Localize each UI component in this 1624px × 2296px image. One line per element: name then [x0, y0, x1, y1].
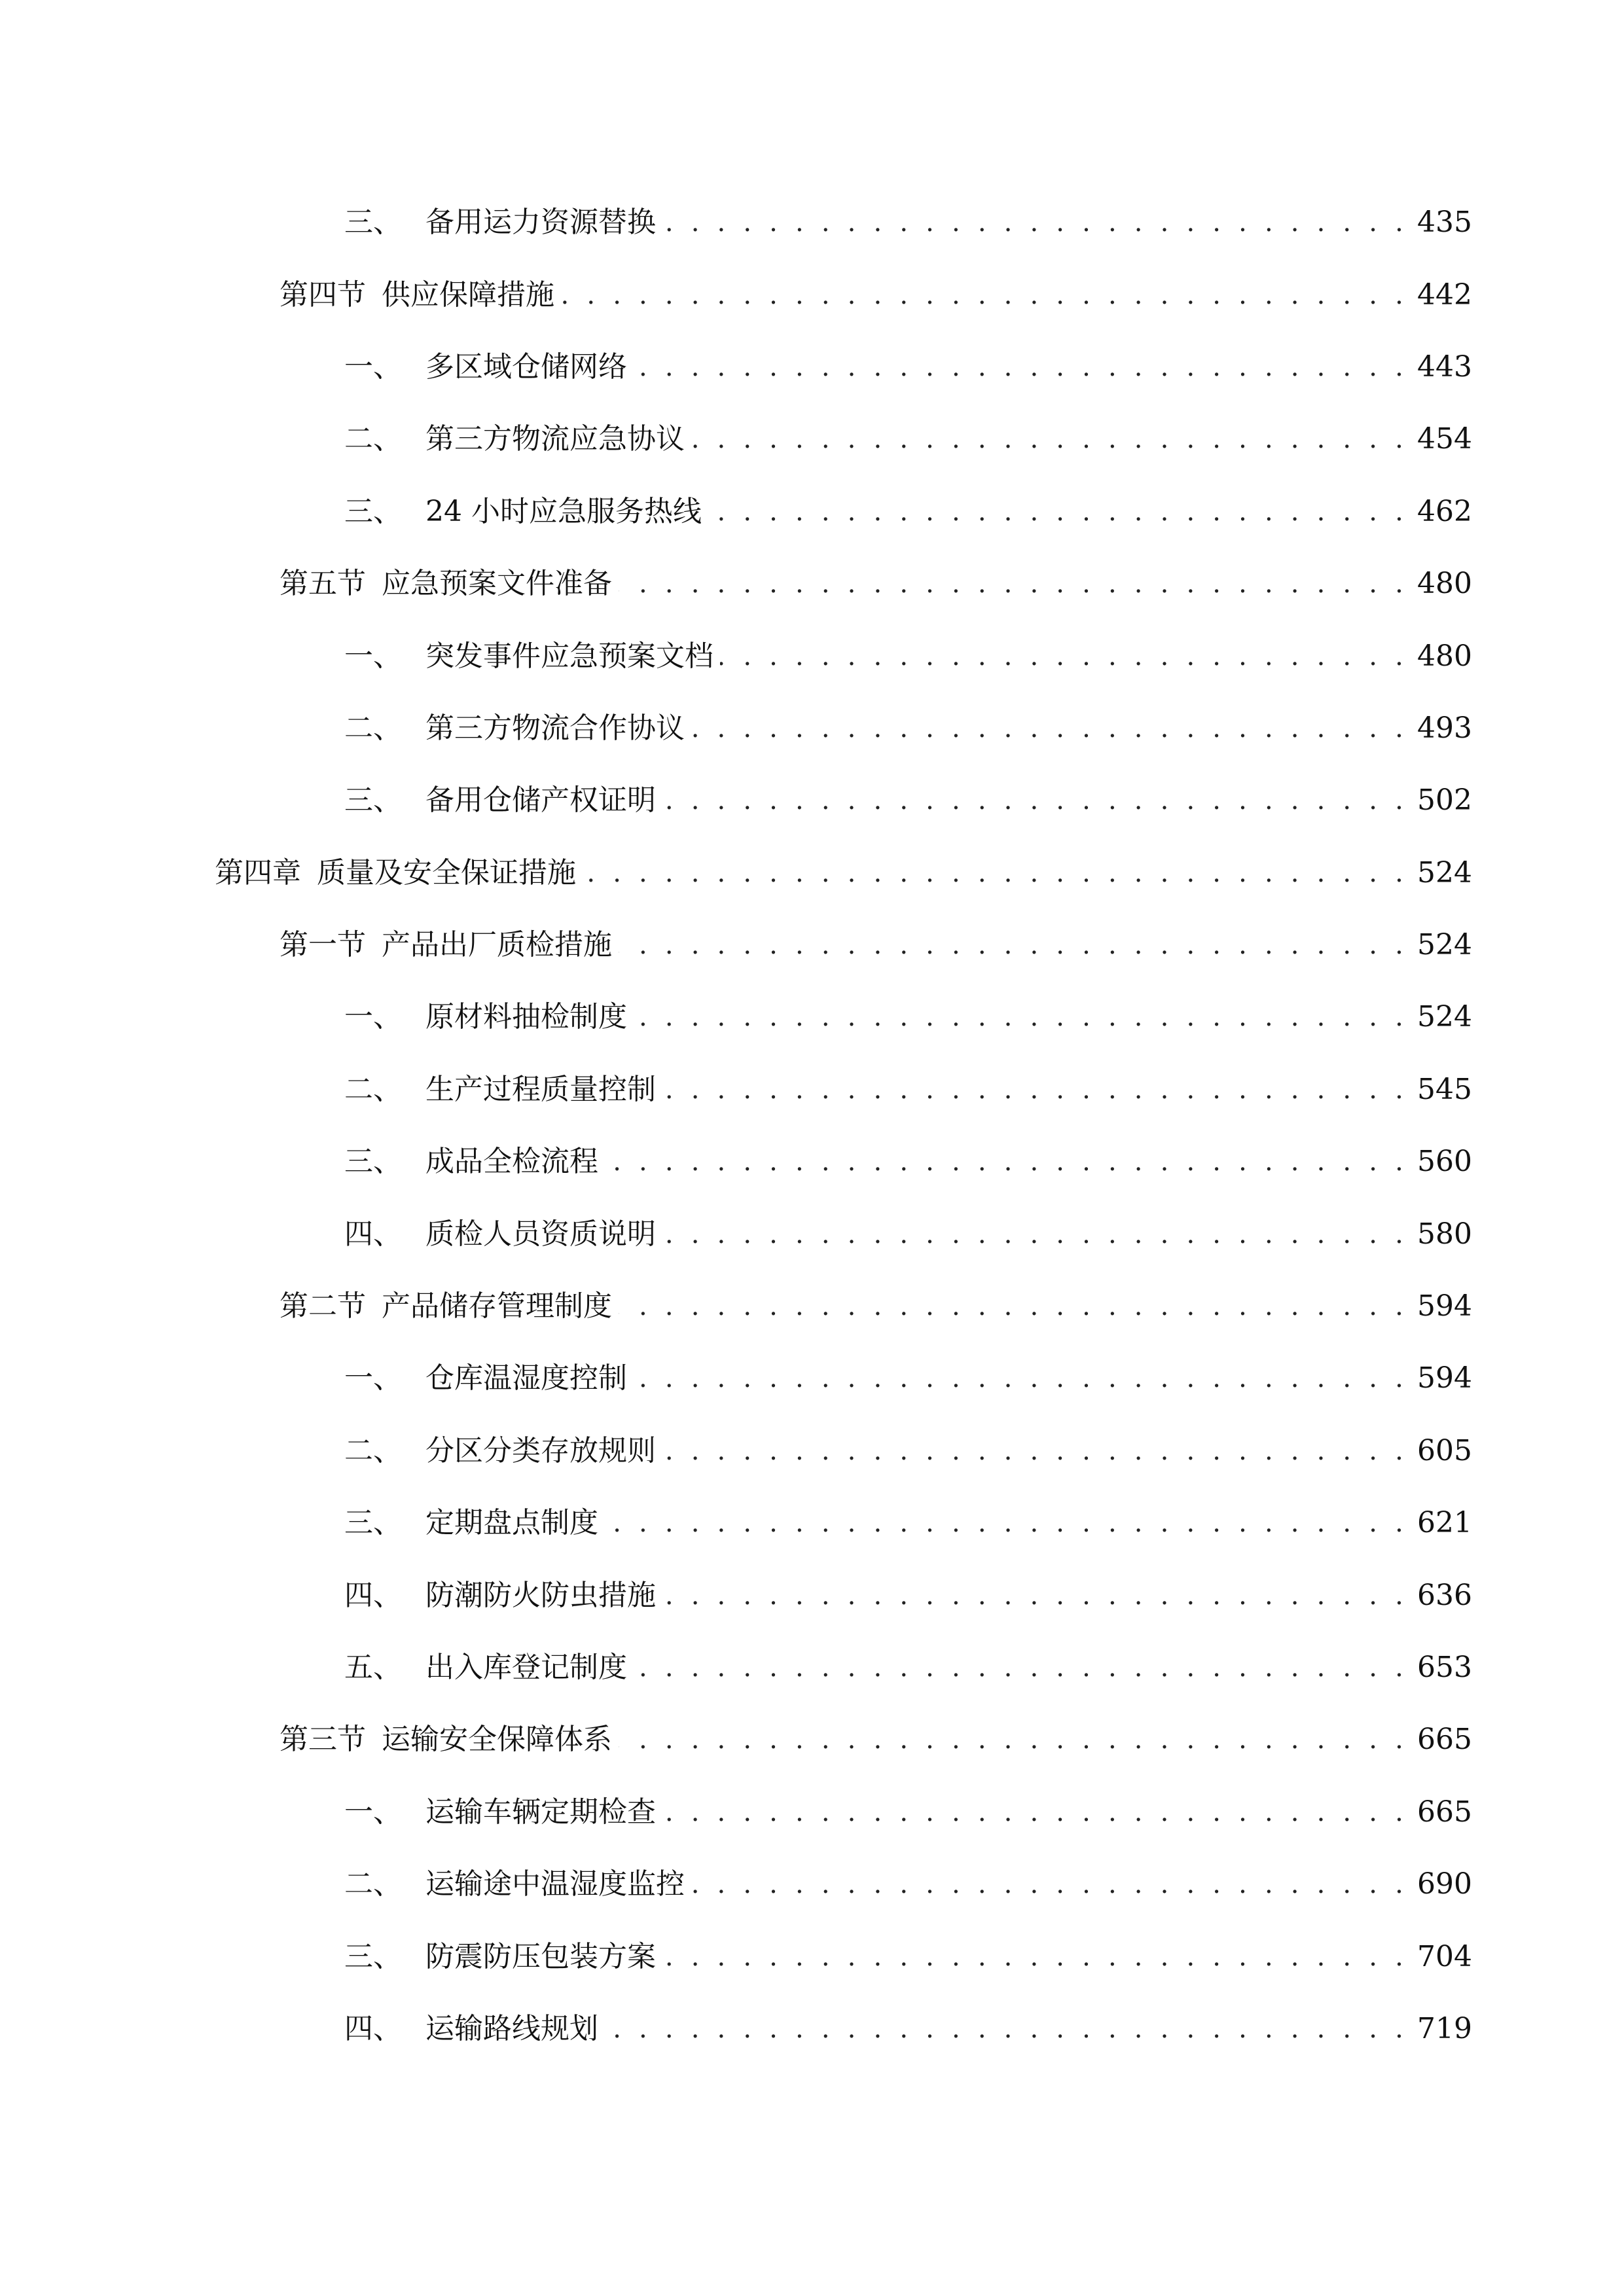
- toc-entry-page: 704: [1417, 1939, 1472, 1973]
- toc-entry[interactable]: [0, 981, 1624, 1053]
- toc-entry-numeral: 三、: [344, 783, 402, 817]
- toc-entry-title: 定期盘点制度: [425, 1506, 598, 1540]
- toc-entry-page: 524: [1417, 1000, 1472, 1034]
- toc-entry-numeral: 二、: [344, 422, 402, 456]
- toc-dot-leader: [619, 569, 1408, 598]
- toc-entry-title: 质量及安全保证措施: [317, 855, 576, 889]
- toc-entry-page: 594: [1417, 1361, 1472, 1395]
- toc-entry-page: 524: [1417, 928, 1472, 962]
- toc-entry-page: 435: [1417, 206, 1472, 240]
- toc-entry[interactable]: [0, 1487, 1624, 1559]
- toc-entry-numeral: 一、: [344, 639, 402, 673]
- toc-entry[interactable]: [0, 837, 1624, 909]
- toc-dot-leader: [619, 1725, 1408, 1754]
- toc-dot-leader: [662, 1437, 1408, 1465]
- toc-entry-title: 质检人员资质说明: [425, 1217, 656, 1251]
- toc-dot-leader: [619, 1292, 1408, 1321]
- toc-dot-leader: [662, 1220, 1408, 1249]
- toc-entry-numeral: 第四章: [215, 855, 301, 889]
- toc-entry[interactable]: [0, 909, 1624, 981]
- toc-entry[interactable]: [0, 764, 1624, 836]
- toc-dot-leader: [605, 1147, 1408, 1176]
- toc-entry[interactable]: [0, 1848, 1624, 1920]
- toc-entry-title: 应急预案文件准备: [382, 567, 612, 601]
- toc-entry-title: 多区域仓储网络: [425, 350, 627, 384]
- toc-entry-numeral: 第一节: [280, 928, 366, 962]
- toc-entry[interactable]: [0, 1270, 1624, 1342]
- toc-entry-title: 生产过程质量控制: [425, 1072, 656, 1106]
- toc-entry-page: 594: [1417, 1289, 1472, 1323]
- toc-entry[interactable]: [0, 1776, 1624, 1848]
- toc-entry-numeral: 第二节: [280, 1289, 366, 1323]
- toc-entry-title: 产品出厂质检措施: [382, 928, 612, 962]
- toc-entry-numeral: 三、: [344, 494, 402, 528]
- toc-dot-leader: [605, 1509, 1408, 1537]
- toc-entry-numeral: 四、: [344, 1578, 402, 1612]
- toc-entry-numeral: 三、: [344, 1939, 402, 1973]
- toc-entry[interactable]: [0, 1559, 1624, 1631]
- toc-entry[interactable]: [0, 1632, 1624, 1704]
- toc-dot-leader: [662, 1581, 1408, 1610]
- toc-entry-numeral: 第三节: [280, 1723, 366, 1757]
- toc-entry-page: 719: [1417, 2011, 1472, 2045]
- toc-entry-page: 545: [1417, 1072, 1472, 1106]
- toc-entry-page: 454: [1417, 422, 1472, 456]
- toc-entry-page: 690: [1417, 1867, 1472, 1901]
- toc-entry-page: 524: [1417, 855, 1472, 889]
- toc-entry-numeral: 三、: [344, 1506, 402, 1540]
- toc-entry-page: 560: [1417, 1145, 1472, 1179]
- toc-entry[interactable]: [0, 187, 1624, 259]
- toc-entry-page: 462: [1417, 494, 1472, 528]
- toc-entry[interactable]: [0, 620, 1624, 692]
- toc-entry-page: 443: [1417, 350, 1472, 384]
- toc-entry-page: 653: [1417, 1651, 1472, 1684]
- toc-dot-leader: [634, 1364, 1408, 1393]
- toc-entry-title: 第三方物流合作协议: [425, 711, 685, 745]
- toc-dot-leader: [634, 1653, 1408, 1682]
- toc-entry-title: 第三方物流应急协议: [425, 422, 685, 456]
- toc-entry-page: 636: [1417, 1578, 1472, 1612]
- toc-entry-title: 运输车辆定期检查: [425, 1795, 656, 1829]
- toc-dot-leader: [605, 2015, 1408, 2043]
- toc-dot-leader: [634, 1003, 1408, 1031]
- toc-entry-title: 出入库登记制度: [425, 1651, 627, 1684]
- toc-entry-page: 502: [1417, 783, 1472, 817]
- toc-entry-title: 供应保障措施: [382, 278, 554, 312]
- toc-entry[interactable]: [0, 1920, 1624, 1992]
- toc-entry[interactable]: [0, 548, 1624, 620]
- toc-entry[interactable]: [0, 403, 1624, 475]
- toc-entry-numeral: 一、: [344, 1361, 402, 1395]
- toc-entry-title: 成品全检流程: [425, 1145, 598, 1179]
- toc-entry-page: 580: [1417, 1217, 1472, 1251]
- toc-entry-page: 493: [1417, 711, 1472, 745]
- toc-dot-leader: [619, 931, 1408, 960]
- toc-entry[interactable]: [0, 259, 1624, 331]
- toc-entry-numeral: 三、: [344, 206, 402, 240]
- toc-entry-title: 防潮防火防虫措施: [425, 1578, 656, 1612]
- toc-entry-numeral: 二、: [344, 1867, 402, 1901]
- toc-entry[interactable]: [0, 1126, 1624, 1198]
- toc-dot-leader: [662, 208, 1408, 237]
- toc-entry-page: 621: [1417, 1506, 1472, 1540]
- toc-entry[interactable]: [0, 1342, 1624, 1414]
- toc-dot-leader: [662, 1075, 1408, 1104]
- toc-entry-title: 产品储存管理制度: [382, 1289, 612, 1323]
- toc-entry-title: 24 小时应急服务热线: [425, 494, 702, 528]
- toc-dot-leader: [583, 859, 1408, 888]
- toc-dot-leader: [691, 425, 1408, 454]
- toc-entry-numeral: 第五节: [280, 567, 366, 601]
- toc-entry-title: 仓库温湿度控制: [425, 1361, 627, 1395]
- toc-dot-leader: [662, 1943, 1408, 1971]
- toc-dot-leader: [720, 642, 1408, 671]
- table-of-contents: [0, 187, 1624, 2065]
- toc-entry[interactable]: [0, 1198, 1624, 1270]
- toc-entry-page: 480: [1417, 567, 1472, 601]
- toc-entry-numeral: 五、: [344, 1651, 402, 1684]
- toc-dot-leader: [691, 1870, 1408, 1899]
- toc-entry-title: 突发事件应急预案文档: [425, 639, 713, 673]
- toc-dot-leader: [634, 353, 1408, 382]
- toc-dot-leader: [561, 281, 1408, 310]
- toc-entry-page: 665: [1417, 1795, 1472, 1829]
- toc-entry-title: 备用仓储产权证明: [425, 783, 656, 817]
- toc-dot-leader: [708, 497, 1408, 526]
- toc-entry[interactable]: [0, 1704, 1624, 1776]
- toc-entry-numeral: 一、: [344, 350, 402, 384]
- toc-dot-leader: [662, 786, 1408, 815]
- toc-entry-title: 原材料抽检制度: [425, 1000, 627, 1034]
- toc-entry-numeral: 二、: [344, 1072, 402, 1106]
- toc-dot-leader: [691, 714, 1408, 743]
- toc-entry-numeral: 二、: [344, 1433, 402, 1467]
- toc-entry[interactable]: [0, 476, 1624, 548]
- toc-entry-numeral: 第四节: [280, 278, 366, 312]
- toc-entry-numeral: 一、: [344, 1795, 402, 1829]
- toc-entry-title: 备用运力资源替换: [425, 206, 656, 240]
- toc-entry-numeral: 一、: [344, 1000, 402, 1034]
- toc-entry[interactable]: [0, 331, 1624, 403]
- toc-entry-title: 运输安全保障体系: [382, 1723, 612, 1757]
- toc-dot-leader: [662, 1798, 1408, 1827]
- toc-entry[interactable]: [0, 1054, 1624, 1126]
- toc-entry[interactable]: [0, 692, 1624, 764]
- toc-entry-numeral: 三、: [344, 1145, 402, 1179]
- toc-entry-numeral: 二、: [344, 711, 402, 745]
- toc-entry-numeral: 四、: [344, 2011, 402, 2045]
- toc-entry-title: 防震防压包装方案: [425, 1939, 656, 1973]
- toc-entry-title: 运输路线规划: [425, 2011, 598, 2045]
- toc-entry-page: 442: [1417, 278, 1472, 312]
- toc-entry-page: 605: [1417, 1433, 1472, 1467]
- toc-entry[interactable]: [0, 1415, 1624, 1487]
- toc-entry-page: 480: [1417, 639, 1472, 673]
- toc-entry-page: 665: [1417, 1723, 1472, 1757]
- toc-entry-numeral: 四、: [344, 1217, 402, 1251]
- toc-entry-title: 运输途中温湿度监控: [425, 1867, 685, 1901]
- toc-entry-title: 分区分类存放规则: [425, 1433, 656, 1467]
- toc-entry[interactable]: [0, 1993, 1624, 2065]
